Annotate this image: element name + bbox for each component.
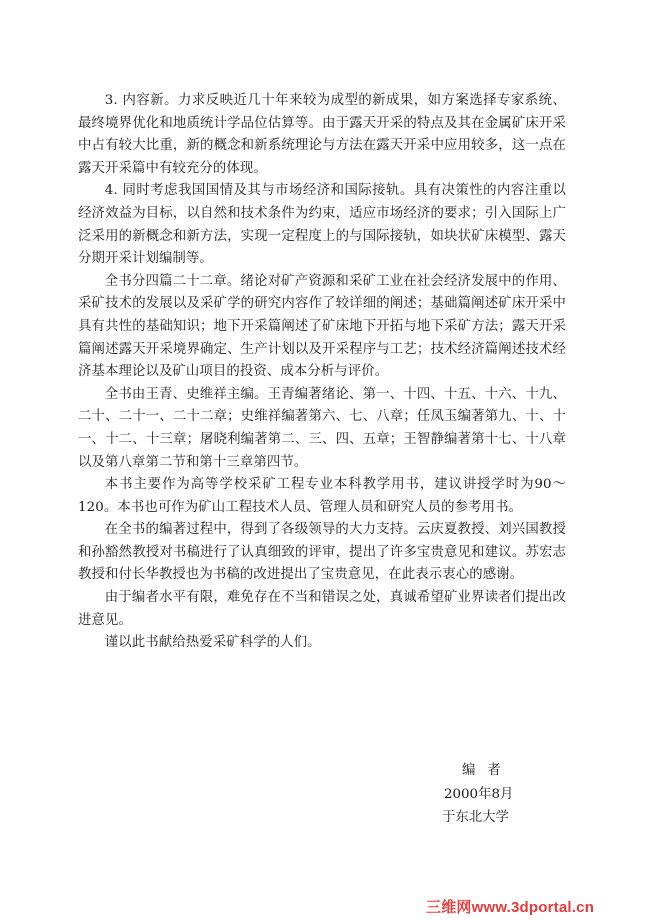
paragraph-usage: 本书主要作为高等学校采矿工程专业本科教学用书，建议讲授学时为90～120。本书也可作为矿山工程技术人员、管理人员和研究人员的参考用书。 [78, 477, 566, 515]
signature-date: 2000年8月 [444, 787, 514, 802]
paragraph-market-economy: 4. 同时考虑我国国情及其与市场经济和国际接轨。具有决策性的内容注重以经济效益为目标，以自然和技术条件为约束，适应市场经济的要求；引入国际上广泛采用的新概念和新方法，实现一定程度上的与国际接轨，如块状矿床模型、露天分期开采计划编制等。 [78, 183, 566, 267]
site-watermark: 三维网www.3dportal.cn [426, 899, 595, 916]
paragraph-acknowledgement: 在全书的编著过程中，得到了各级领导的大力支持。云庆夏教授、刘兴国教授和孙豁然教授对书稿进行了认真细致的评审，提出了许多宝贵意见和建议。苏宏志教授和付长华教授也为书稿的改进提出了宝贵意见，在此表示衷心的感谢。 [78, 522, 566, 583]
paragraph-structure: 全书分四篇二十二章。绪论对矿产资源和采矿工业在社会经济发展中的作用、采矿技术的发展以及采矿学的研究内容作了较详细的阐述；基础篇阐述矿床开采中具有共性的基础知识；地下开采篇阐述了矿床地下开拓与地下采矿方法；露天开采篇阐述露天开采境界确定、生产计划以及开采程序与工艺；技术经济篇阐述技术经济基本理论以及矿山项目的投资、成本分析与评价。 [78, 273, 566, 380]
paragraph-authors: 全书由王青、史维祥主编。王青编著绪论、第一、十四、十五、十六、十九、二十、二十一、二十二章；史维祥编著第六、七、八章；任凤玉编著第九、十、十一、十二、十三章；屠晓利编著第二、三、四、五章；王智静编著第十七、十八章以及第八章第二节和第十三章第四节。 [78, 386, 566, 470]
signature-organization: 于东北大学 [442, 810, 509, 825]
paragraph-feedback: 由于编者水平有限，难免存在不当和错误之处，真诚希望矿业界读者们提出改进意见。 [78, 590, 566, 628]
paragraph-content-new: 3. 内容新。力求反映近几十年来较为成型的新成果，如方案选择专家系统、最终境界优化和地质统计学品位估算等。由于露天开采的特点及其在金属矿床开采中占有较大比重，新的概念和新系统理论与方法在露天开采中应用较多，这一点在露天开采篇中有较充分的体现。 [78, 93, 566, 176]
paragraph-dedication: 谨以此书献给热爱采矿科学的人们。 [104, 635, 321, 651]
signature-author: 编者 [462, 763, 513, 778]
